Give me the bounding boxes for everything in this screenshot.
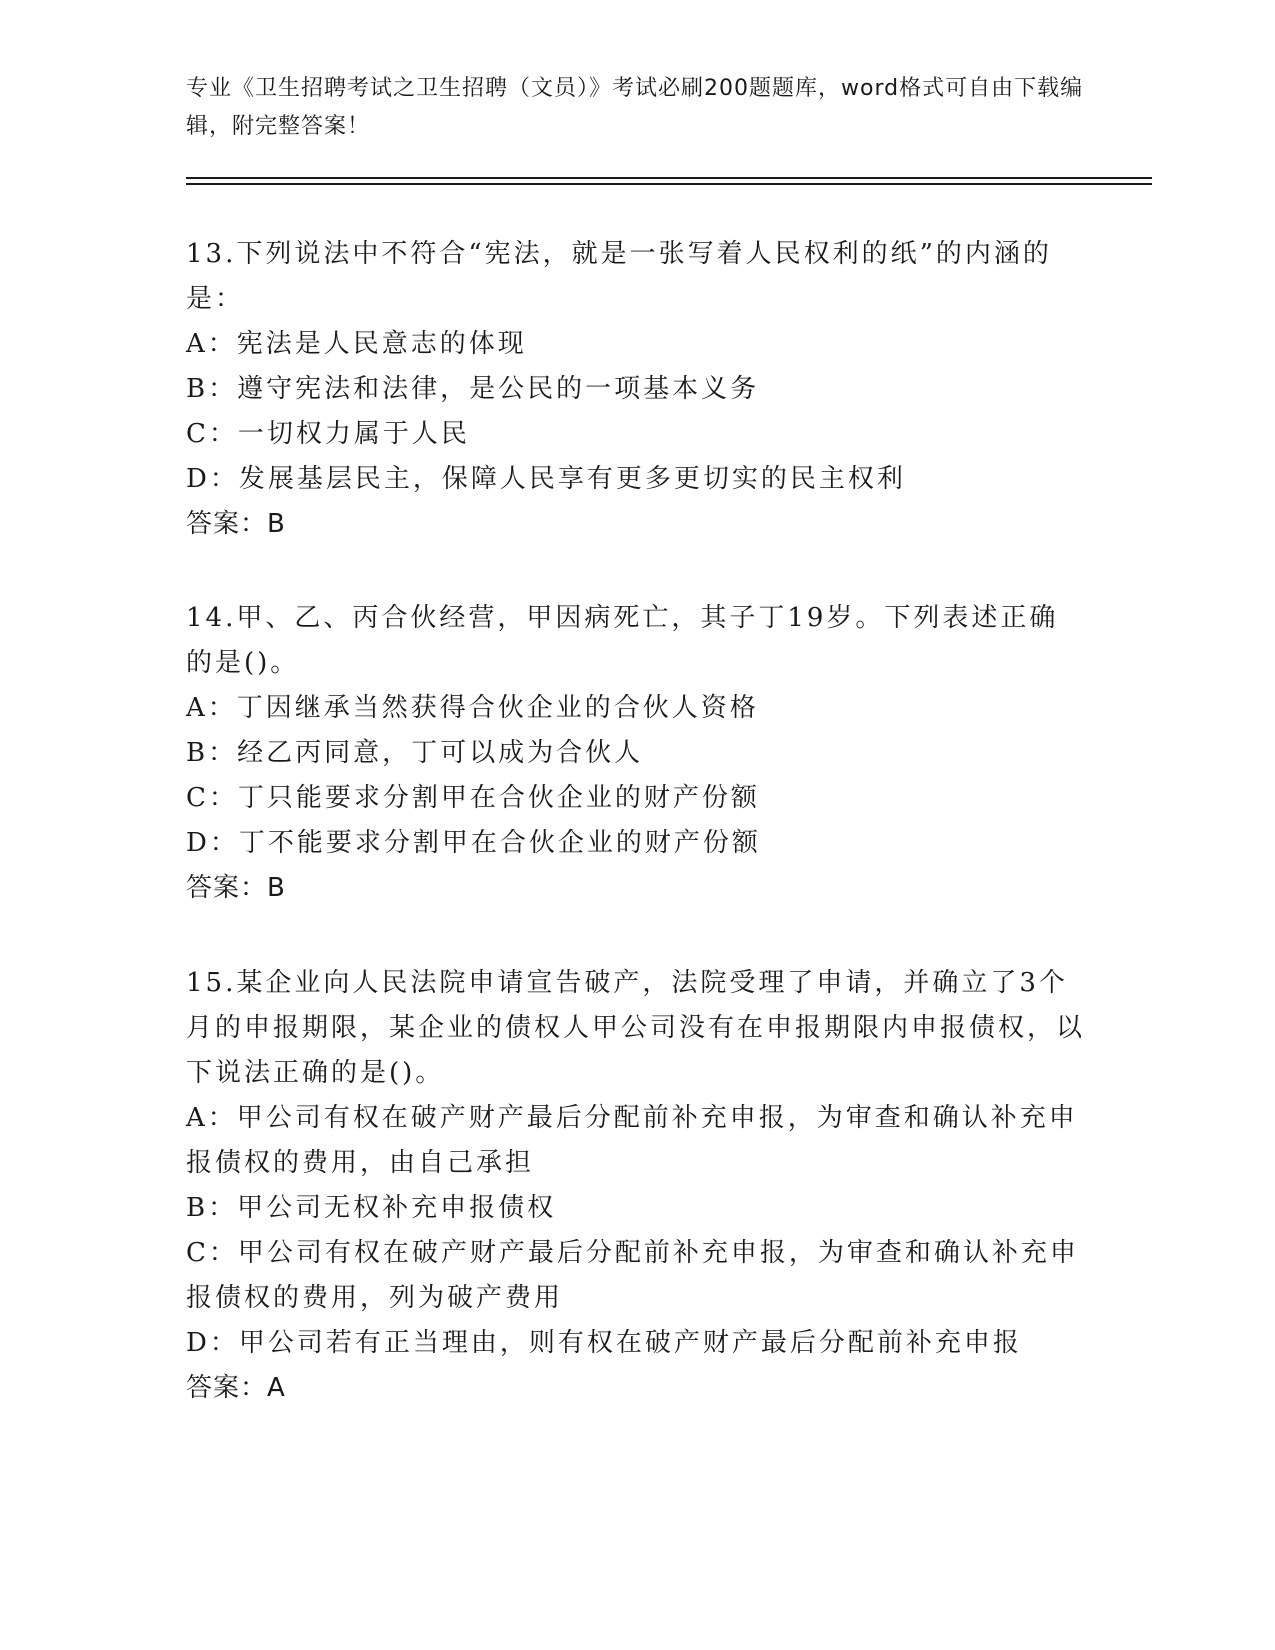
option-a: A：宪法是人民意志的体现	[186, 329, 527, 359]
option-b: B：遵守宪法和法律，是公民的一项基本义务	[186, 374, 760, 404]
option-d: D：发展基层民主，保障人民享有更多更切实的民主权利	[186, 464, 906, 494]
question-stem: 14.甲、乙、丙合伙经营，甲因病死亡，其子丁19岁。下列表述正确的是()。	[186, 603, 1059, 678]
option-b: B：甲公司无权补充申报债权	[186, 1193, 557, 1223]
answer: 答案：A	[186, 1373, 286, 1403]
question-stem: 13.下列说法中不符合“宪法，就是一张写着人民权利的纸”的内涵的是：	[186, 239, 1052, 314]
answer: 答案：B	[186, 509, 286, 539]
question-13	[186, 232, 1086, 573]
question-15	[186, 961, 1086, 1437]
option-d: D：丁不能要求分割甲在合伙企业的财产份额	[186, 828, 761, 858]
header-divider-top	[186, 177, 1152, 179]
question-14	[186, 596, 1086, 937]
header-divider-bottom	[186, 183, 1152, 185]
option-d: D：甲公司若有正当理由，则有权在破产财产最后分配前补充申报	[186, 1328, 1022, 1358]
option-c: C：甲公司有权在破产财产最后分配前补充申报，为审查和确认补充申报债权的费用，列为破产费用	[186, 1238, 1079, 1313]
option-a: A：甲公司有权在破产财产最后分配前补充申报，为审查和确认补充申报债权的费用，由自己承担	[186, 1103, 1078, 1178]
document-header: 专业《卫生招聘考试之卫生招聘（文员）》考试必刷200题题库，word格式可自由下载编辑，附完整答案！	[186, 76, 1084, 139]
option-b: B：经乙丙同意，丁可以成为合伙人	[186, 738, 644, 768]
answer: 答案：B	[186, 873, 286, 903]
option-a: A：丁因继承当然获得合伙企业的合伙人资格	[186, 693, 759, 723]
option-c: C：一切权力属于人民	[186, 419, 470, 449]
question-stem: 15.某企业向人民法院申请宣告破产，法院受理了申请，并确立了3个月的申报期限，某企业的债权人甲公司没有在申报期限内申报债权，以下说法正确的是()。	[186, 968, 1086, 1088]
option-c: C：丁只能要求分割甲在合伙企业的财产份额	[186, 783, 760, 813]
